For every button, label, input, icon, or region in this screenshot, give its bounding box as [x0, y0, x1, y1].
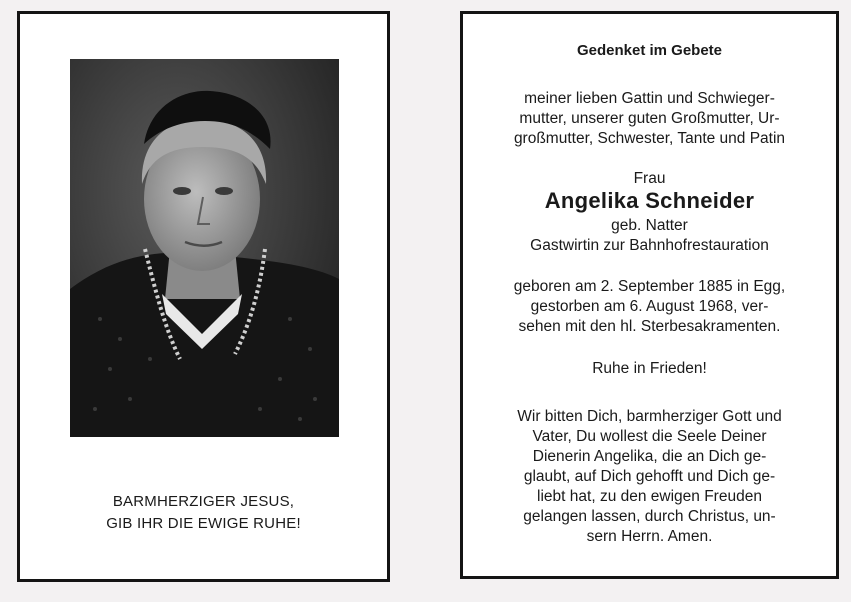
title-frau: Frau: [633, 170, 666, 187]
intro-line: meiner lieben Gattin und Schwieger-: [524, 90, 775, 107]
closing-line: Wir bitten Dich, barmherziger Gott und: [517, 408, 782, 425]
closing-line: liebt hat, zu den ewigen Freuden: [537, 488, 762, 505]
rest-in-peace: Ruhe in Frieden!: [592, 360, 707, 377]
heading: Gedenket im Gebete: [576, 42, 723, 59]
profession: Gastwirtin zur Bahnhofrestauration: [530, 237, 769, 254]
prayer-line: GIB IHR DIE EWIGE RUHE!: [106, 515, 301, 532]
date-line: geboren am 2. September 1885 in Egg,: [513, 278, 786, 295]
dates-text: [463, 277, 836, 337]
date-line: gestorben am 6. August 1968, ver-: [530, 298, 769, 315]
left-card: [17, 11, 390, 582]
closing-line: Vater, Du wollest die Seele Deiner: [532, 428, 767, 445]
prayer-text: [20, 491, 387, 535]
portrait-photo: [70, 59, 339, 437]
closing-prayer: [463, 407, 836, 547]
closing-line: sern Herrn. Amen.: [586, 528, 713, 545]
maiden-name: geb. Natter: [611, 217, 688, 234]
intro-text: [463, 89, 836, 149]
date-line: sehen mit den hl. Sterbesakramenten.: [518, 318, 781, 335]
right-card: [460, 11, 839, 579]
portrait-photo-icon: [70, 59, 339, 437]
prayer-line: BARMHERZIGER JESUS,: [112, 493, 295, 510]
closing-line: glaubt, auf Dich gehofft und Dich ge-: [523, 468, 776, 485]
closing-line: gelangen lassen, durch Christus, un-: [523, 508, 776, 525]
intro-line: großmutter, Schwester, Tante und Patin: [513, 130, 786, 147]
closing-line: Dienerin Angelika, die an Dich ge-: [532, 448, 767, 465]
intro-line: mutter, unserer guten Großmutter, Ur-: [519, 110, 780, 127]
deceased-name: Angelika Schneider: [544, 188, 755, 213]
